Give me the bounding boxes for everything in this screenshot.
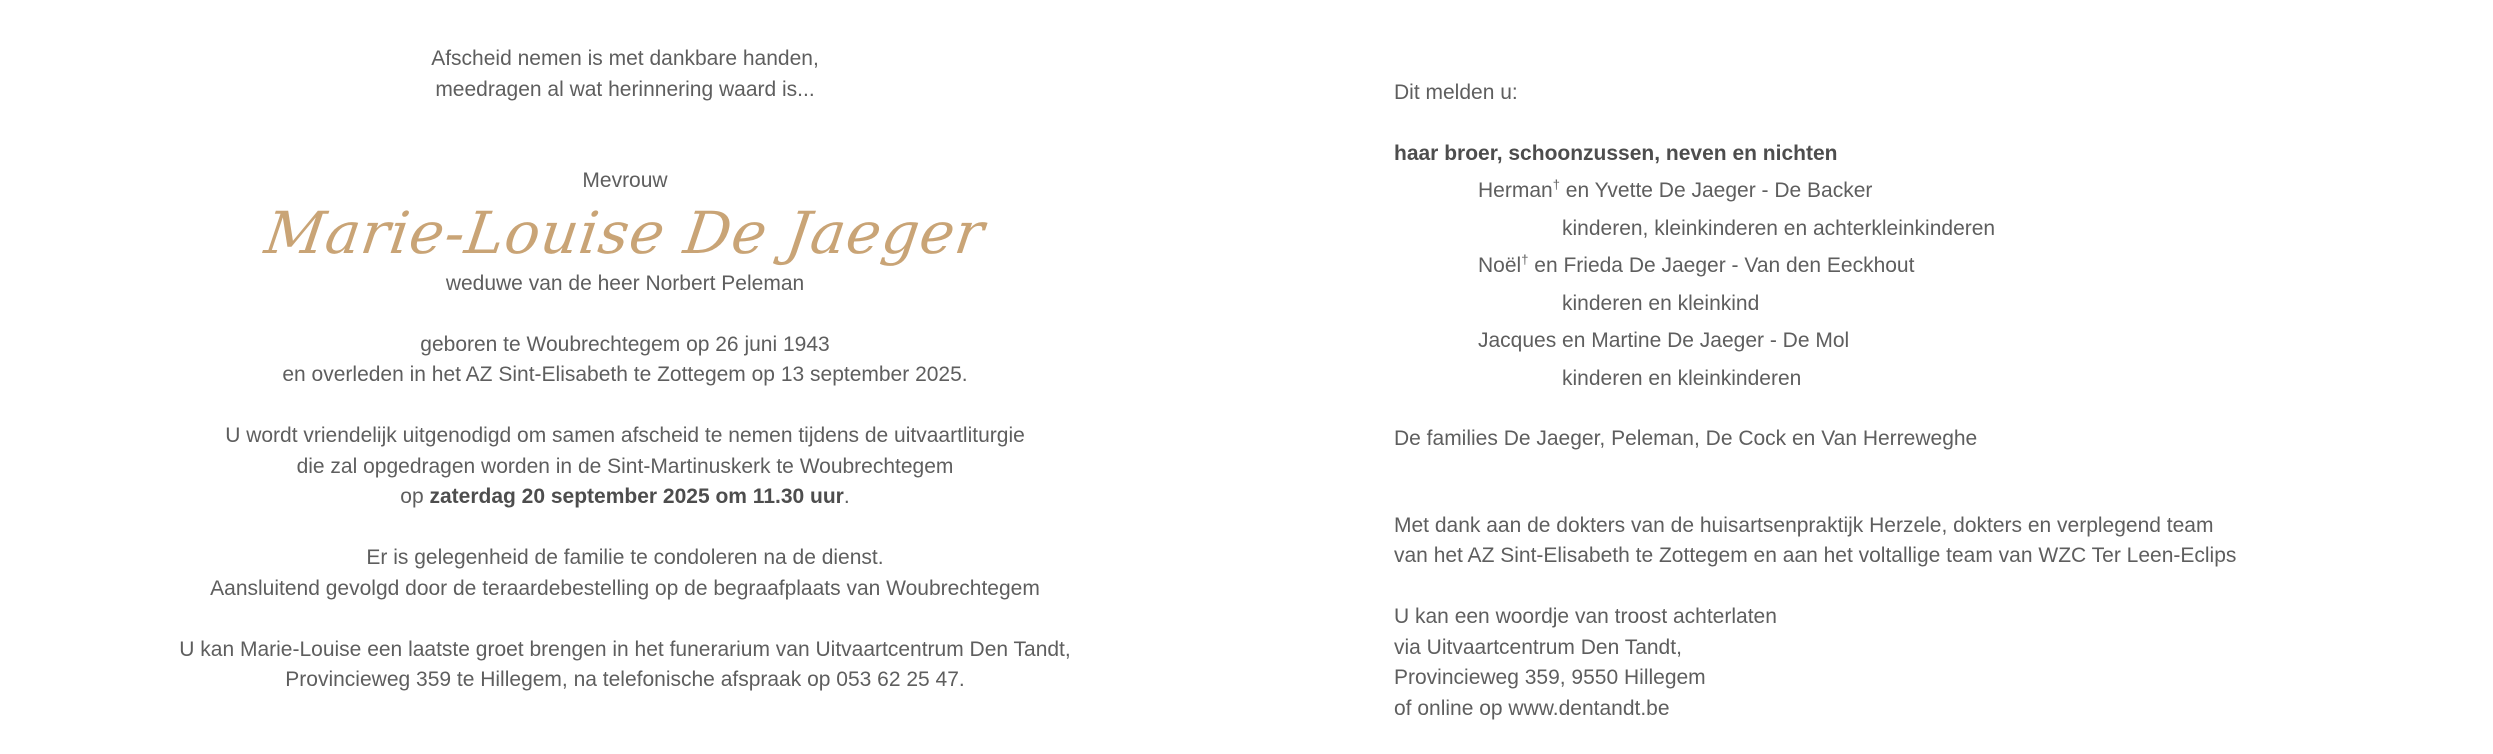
died-line: en overleden in het AZ Sint-Elisabeth te Zottegem op 13 september 2025. bbox=[282, 363, 968, 386]
deceased-name: Marie-Louise De Jaeger bbox=[260, 198, 990, 267]
condolence-line-1: Er is gelegenheid de familie te condoleren na de dienst. bbox=[366, 546, 884, 569]
widow-of: weduwe van de heer Norbert Peleman bbox=[445, 271, 805, 295]
fam2-rest: en Frieda De Jaeger - Van den Eeckhout bbox=[1528, 254, 1915, 277]
condolence-line-2: Aansluitend gevolgd door de teraardebestelling op de begraafplaats van Woubrechtegem bbox=[210, 576, 1040, 600]
family-member-1 bbox=[1394, 172, 2444, 210]
contact-line-3: Provincieweg 359, 9550 Hillegem bbox=[1394, 666, 1706, 689]
funeral-home-line-1: U kan Marie-Louise een laatste groet brengen in het funerarium van Uitvaartcentrum Den Tandt, bbox=[179, 637, 1071, 661]
families-line: De families De Jaeger, Peleman, De Cock en Van Herreweghe bbox=[1394, 427, 1978, 450]
family-heading: haar broer, schoonzussen, neven en nichten bbox=[1394, 141, 1838, 165]
family-member-3: Jacques en Martine De Jaeger - De Mol bbox=[1478, 329, 1850, 352]
left-panel bbox=[150, 44, 1100, 696]
cross-icon: † bbox=[1552, 177, 1560, 192]
invite-suffix: . bbox=[843, 485, 850, 508]
title: Mevrouw bbox=[582, 169, 668, 192]
invite-line-2: die zal opgedragen worden in de Sint-Martinuskerk te Woubrechtegem bbox=[296, 454, 954, 478]
cross-icon: † bbox=[1521, 252, 1529, 267]
invite-prefix: op bbox=[400, 485, 430, 508]
invite-line-1: U wordt vriendelijk uitgenodigd om samen afscheid te nemen tijdens de uitvaartliturgie bbox=[225, 424, 1025, 447]
contact-line-4: of online op www.dentandt.be bbox=[1394, 696, 1670, 720]
right-panel bbox=[1394, 74, 2444, 724]
family-member-2 bbox=[1394, 247, 2444, 285]
fam2-first: Noël bbox=[1478, 254, 1522, 277]
family-member-1-children: kinderen, kleinkinderen en achterkleinkinderen bbox=[1562, 216, 1996, 240]
family-member-3-children: kinderen en kleinkinderen bbox=[1562, 366, 1802, 390]
fam1-rest: en Yvette De Jaeger - De Backer bbox=[1559, 179, 1873, 202]
family-member-2-children: kinderen en kleinkind bbox=[1562, 291, 1760, 315]
contact-line-2: via Uitvaartcentrum Den Tandt, bbox=[1394, 635, 1682, 659]
born-line: geboren te Woubrechtegem op 26 juni 1943 bbox=[420, 332, 830, 356]
fam1-first: Herman bbox=[1478, 179, 1553, 202]
quote-line-2: meedragen al wat herinnering waard is... bbox=[435, 77, 815, 101]
thanks-line-2: van het AZ Sint-Elisabeth te Zottegem en aan het voltallige team van WZC Ter Leen-Eclips bbox=[1394, 544, 2237, 567]
funeral-home-line-2: Provincieweg 359 te Hillegem, na telefonische afspraak op 053 62 25 47. bbox=[285, 668, 965, 691]
intro: Dit melden u: bbox=[1394, 81, 1518, 104]
thanks-line-1: Met dank aan de dokters van de huisartsenpraktijk Herzele, dokters en verplegend team bbox=[1394, 513, 2214, 537]
service-datetime: zaterdag 20 september 2025 om 11.30 uur bbox=[429, 485, 844, 508]
contact-line-1: U kan een woordje van troost achterlaten bbox=[1394, 605, 1777, 628]
quote-line-1: Afscheid nemen is met dankbare handen, bbox=[431, 47, 819, 70]
invite-line-3 bbox=[150, 482, 1100, 513]
